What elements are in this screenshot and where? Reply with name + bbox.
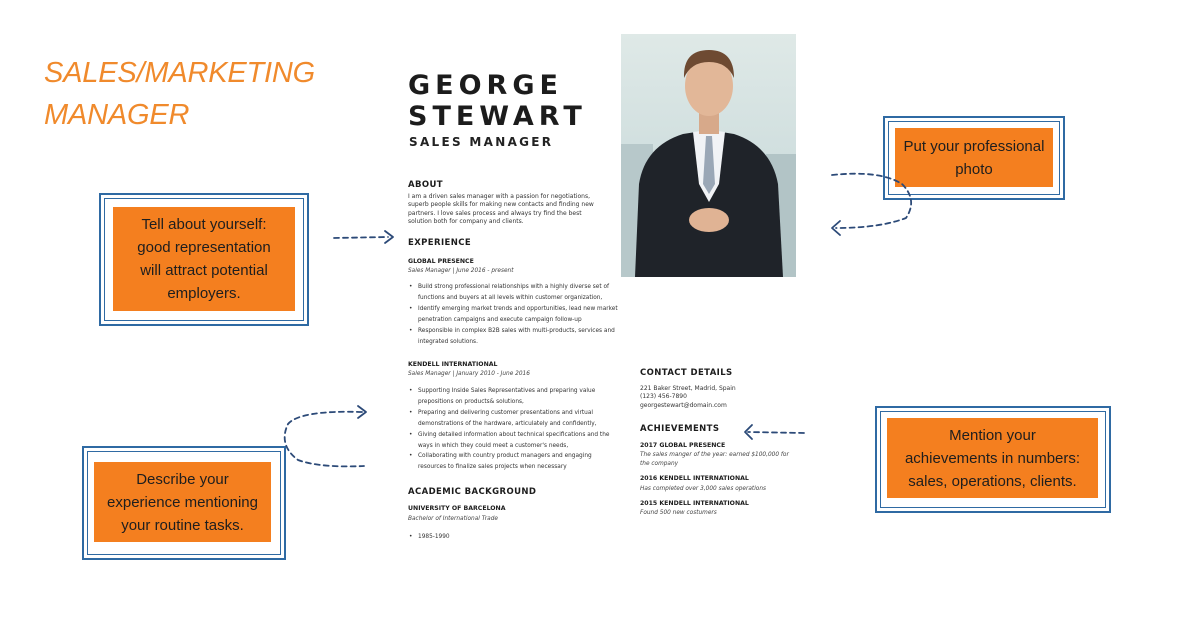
contact-phone: (123) 456-7890 bbox=[640, 393, 687, 401]
bullet-continuation: prepositions on products& solutions, bbox=[418, 398, 524, 405]
bullet-item: • Build strong professional relationships with a highly diverse set of bbox=[418, 282, 618, 293]
heading-line-1: SALES/MARKETING bbox=[44, 57, 315, 89]
tip-about-box bbox=[113, 207, 295, 311]
education-years: • 1985-1990 bbox=[418, 532, 450, 543]
tip-photo bbox=[883, 116, 1065, 200]
achievement-desc: Found 500 new costumers bbox=[640, 510, 717, 516]
job-bullets bbox=[408, 282, 618, 347]
last-name: STEWART bbox=[408, 101, 587, 132]
tip-achievements-text: Mention your achievements in numbers: sales, operations, clients. bbox=[904, 426, 1081, 490]
about-text bbox=[408, 193, 594, 227]
job-subtitle: Sales Manager | January 2010 - June 2016 bbox=[408, 371, 530, 377]
contact-heading: CONTACT DETAILS bbox=[640, 368, 733, 378]
tip-about bbox=[99, 193, 309, 326]
bullet-continuation: resources to finalize sales projects when necessary bbox=[418, 464, 567, 471]
bullet-item: • Giving detailed information about technical specifications and the bbox=[418, 430, 609, 441]
bullet-item: • Responsible in complex B2B sales with multi-products, services and bbox=[418, 326, 618, 337]
achievement-desc: The sales manger of the year: earned $100,000 for bbox=[640, 452, 789, 458]
bullet-continuation: integrated solutions. bbox=[418, 338, 478, 345]
education-degree: Bachelor of International Trade bbox=[408, 516, 498, 522]
achievement-desc: the company bbox=[640, 461, 679, 467]
resume-title: SALES MANAGER bbox=[409, 135, 554, 149]
tip-experience-box bbox=[94, 462, 271, 542]
achievement-title: 2015 KENDELL INTERNATIONAL bbox=[640, 500, 749, 507]
education-heading: ACADEMIC BACKGROUND bbox=[408, 487, 537, 497]
tip-achievements bbox=[875, 406, 1111, 513]
arrow-experience-head bbox=[358, 406, 366, 418]
achievement-title: 2017 GLOBAL PRESENCE bbox=[640, 442, 726, 449]
page-heading bbox=[44, 52, 344, 136]
contact-email: georgestewart@domain.com bbox=[640, 401, 727, 409]
education-bullets bbox=[408, 532, 450, 543]
job-company: GLOBAL PRESENCE bbox=[408, 258, 474, 265]
tip-achievements-box bbox=[887, 418, 1098, 498]
bullet-item: • Preparing and delivering customer presentations and virtual bbox=[418, 408, 609, 419]
contact-details bbox=[640, 385, 736, 410]
job-bullets bbox=[408, 386, 609, 473]
about-line: solution both for company and clients. bbox=[408, 218, 524, 226]
bullet-item: • Supporting Inside Sales Representatives and preparing value bbox=[418, 386, 609, 397]
bullet-continuation: demonstrations of the hardware, articulately and confidently, bbox=[418, 420, 597, 427]
first-name: GEORGE bbox=[408, 70, 563, 101]
arrow-about bbox=[334, 237, 388, 238]
job-subtitle: Sales Manager | June 2016 - present bbox=[408, 268, 514, 274]
tip-experience-text: Describe your experience mentioning your routine tasks. bbox=[107, 470, 258, 534]
bullet-item: • Identify emerging market trends and opportunities, lead new market bbox=[418, 304, 618, 315]
clasped-hands bbox=[689, 208, 729, 232]
achievements-heading: ACHIEVEMENTS bbox=[640, 424, 720, 434]
about-line: superb people skills for making new contacts and finding new bbox=[408, 201, 594, 209]
experience-heading: EXPERIENCE bbox=[408, 238, 472, 248]
arrow-experience bbox=[285, 412, 364, 467]
achievement-desc: Has completed over 3,000 sales operations bbox=[640, 486, 767, 492]
bullet-continuation: penetration campaigns and execute campaign follow-up bbox=[418, 316, 582, 323]
bullet-continuation: functions and buyers at all levels within customer organization, bbox=[418, 294, 603, 301]
contact-address: 221 Baker Street, Madrid, Spain bbox=[640, 385, 736, 392]
bullet-continuation: ways in which they could meet a customer's needs, bbox=[418, 442, 569, 449]
arrow-about-head bbox=[385, 231, 393, 243]
about-heading: ABOUT bbox=[408, 180, 443, 190]
tip-photo-box bbox=[895, 128, 1053, 187]
arrow-achievements-head bbox=[745, 425, 752, 439]
resume-name bbox=[408, 70, 587, 132]
tip-photo-text: Put your professional photo bbox=[903, 137, 1045, 178]
heading-line-2: MANAGER bbox=[44, 99, 190, 131]
tip-about-text: Tell about yourself: good representation will attract potential employers. bbox=[137, 216, 271, 302]
about-line: partners. I love sales process and always try find the best bbox=[408, 209, 582, 217]
job-company: KENDELL INTERNATIONAL bbox=[408, 361, 498, 368]
portrait-illustration bbox=[621, 34, 796, 277]
education-school: UNIVERSITY OF BARCELONA bbox=[408, 505, 506, 512]
profile-photo bbox=[621, 34, 796, 277]
arrow-photo-head bbox=[832, 221, 840, 235]
tip-experience bbox=[82, 446, 286, 560]
achievement-title: 2016 KENDELL INTERNATIONAL bbox=[640, 475, 749, 482]
arrow-achievements bbox=[748, 432, 804, 433]
bullet-item: • Collaborating with country product managers and engaging bbox=[418, 451, 609, 462]
about-line: I am a driven sales manager with a passion for negotiations, bbox=[408, 193, 591, 200]
